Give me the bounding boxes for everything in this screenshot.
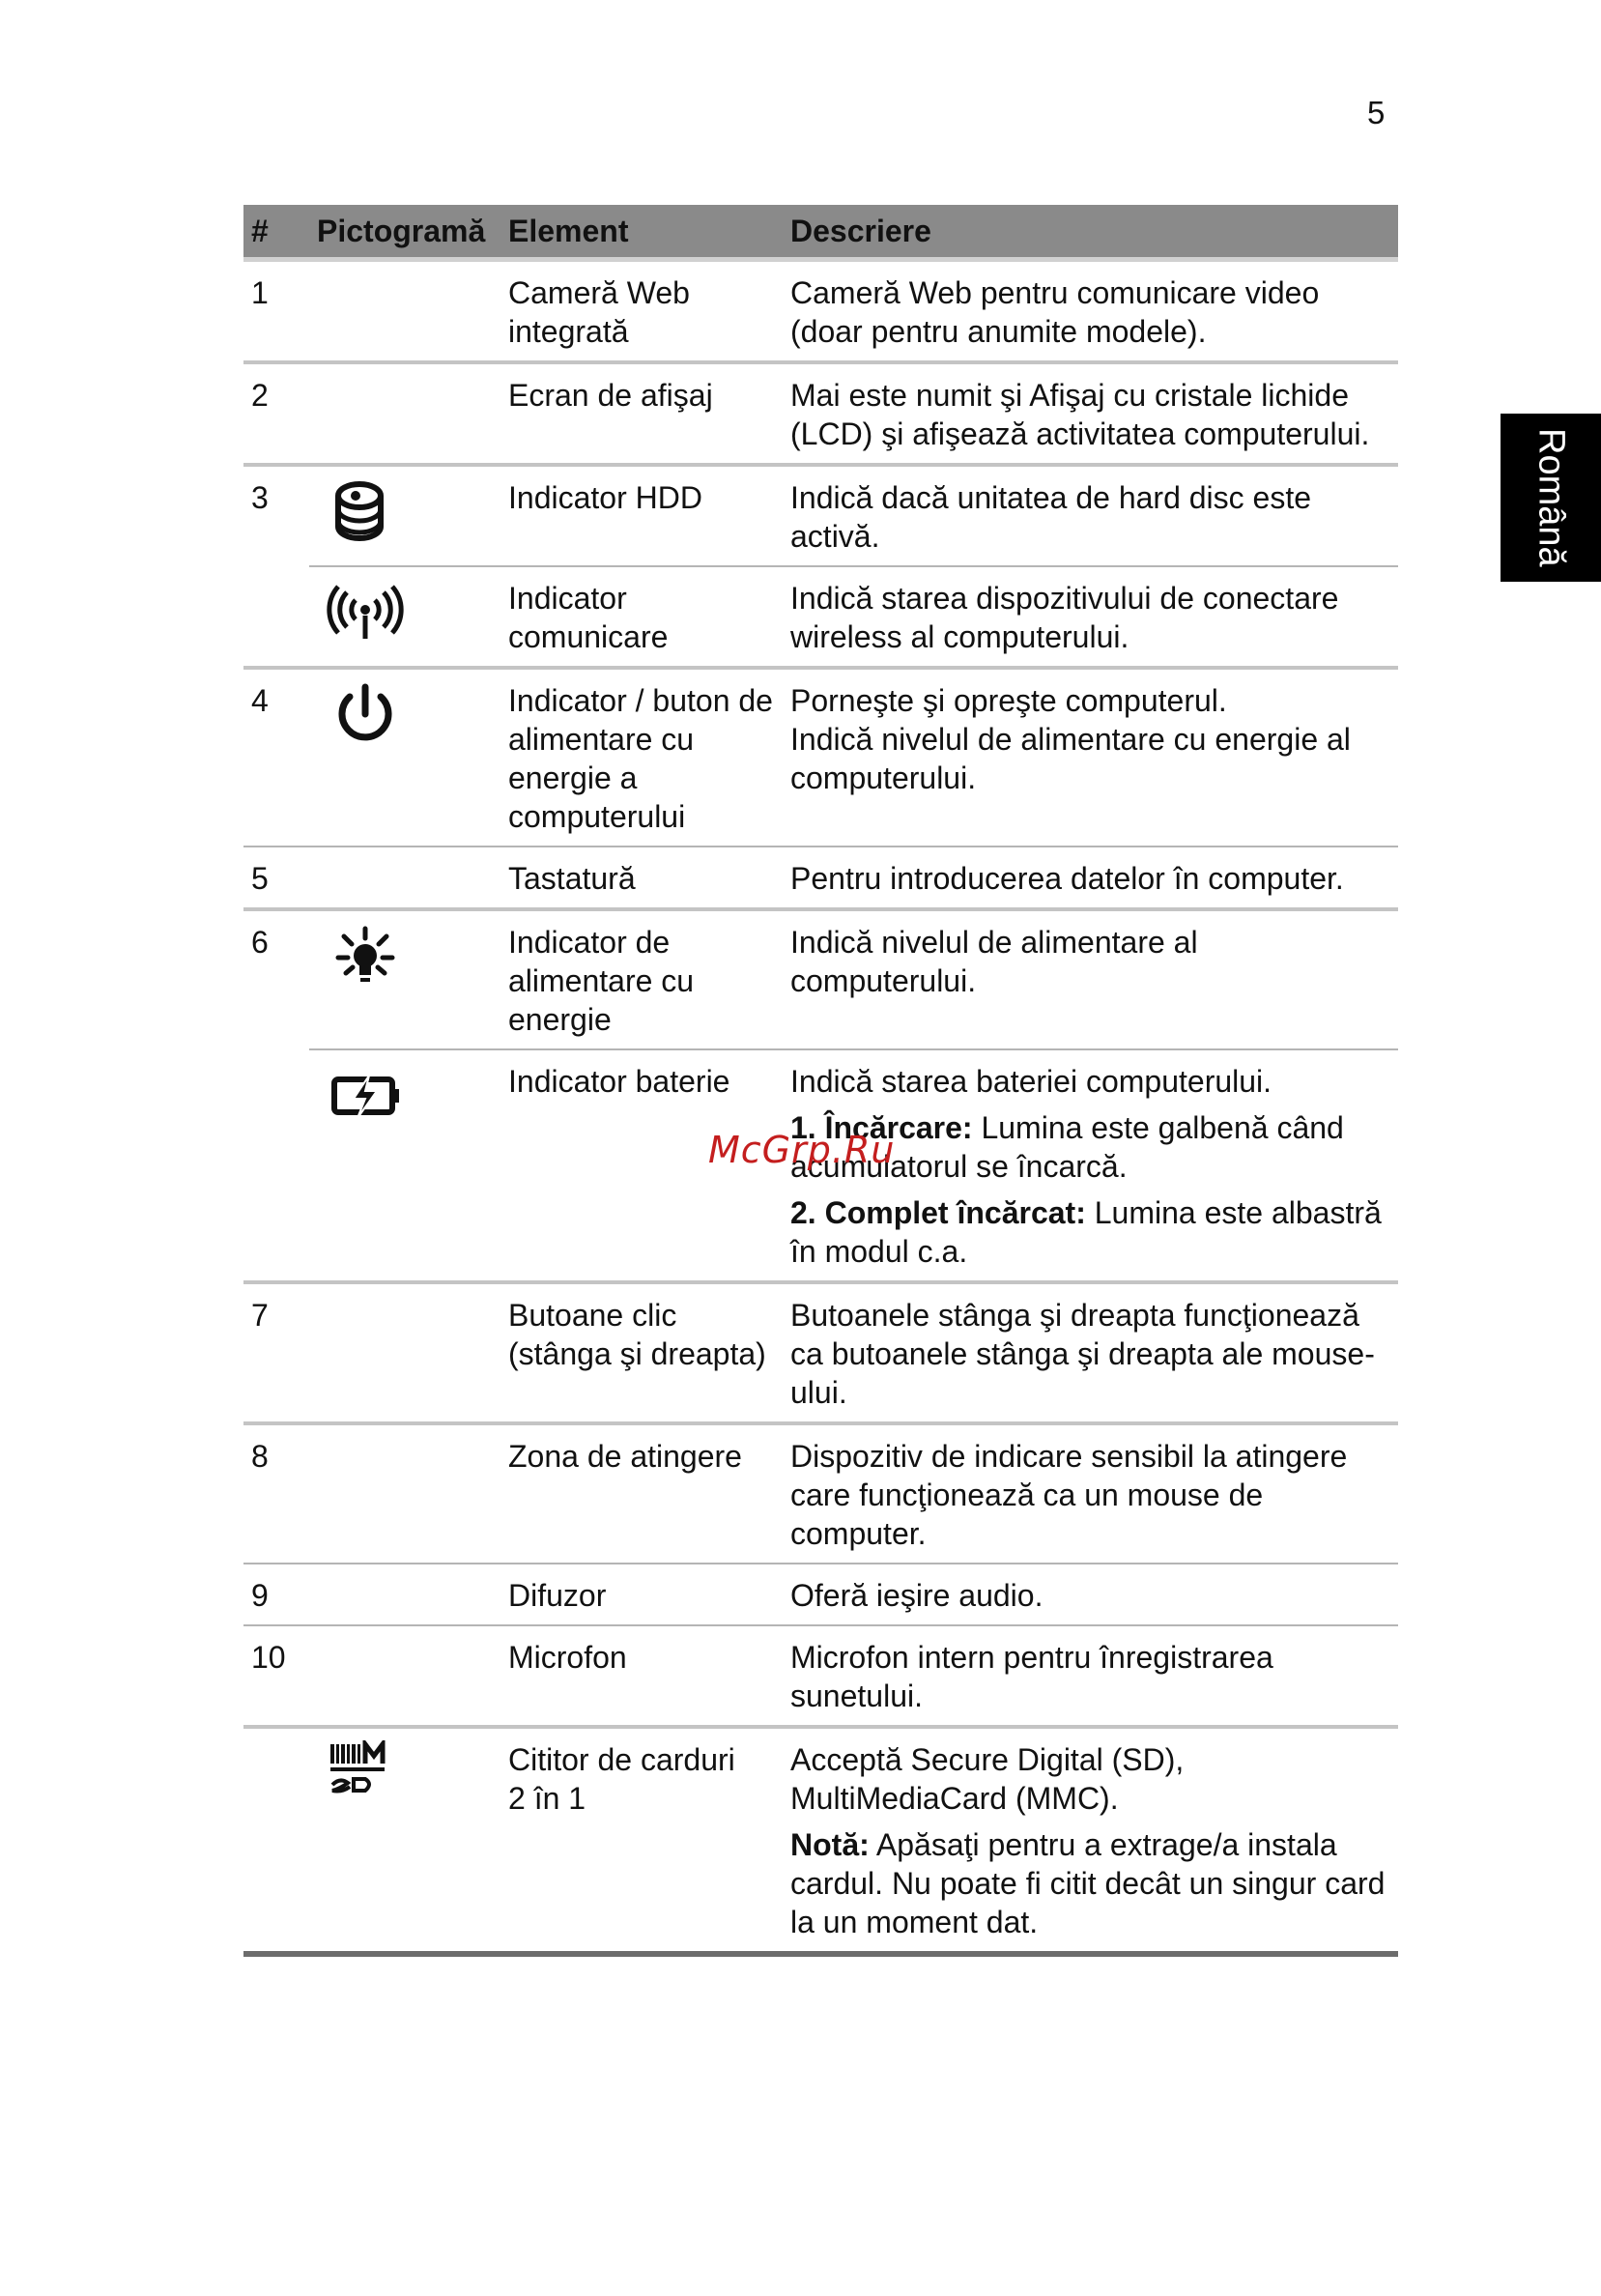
row-description: Butoanele stânga şi dreapta funcţionează ca butoanele stânga şi dreapta ale mouse-ului. [783, 1282, 1398, 1423]
row-description: Indică nivelul de alimentare al computerului. [783, 909, 1398, 1049]
page-number: 5 [1367, 95, 1386, 130]
row-num: 2 [243, 362, 309, 465]
battery-icon [327, 1062, 404, 1130]
status-item-text: Lumina este galbenă când acumulatorul se încarcă. [790, 1110, 1344, 1184]
table-row [243, 909, 1398, 1049]
row-num [243, 566, 309, 668]
row-icon-empty [309, 362, 500, 465]
table-row [243, 847, 1398, 909]
row-element: Difuzor [500, 1564, 783, 1625]
row-element: Indicator comunicare [500, 566, 783, 668]
row-icon-empty [309, 1423, 500, 1564]
row-num: 1 [243, 260, 309, 363]
power-indicator-icon [327, 923, 404, 990]
row-description: Cameră Web pentru comunicare video (doar pentru anumite modele). [783, 260, 1398, 363]
row-icon [309, 668, 500, 847]
header-icon: Pictogramă [309, 205, 500, 260]
row-num: 9 [243, 1564, 309, 1625]
row-icon-empty [309, 847, 500, 909]
row-element: Zona de atingere [500, 1423, 783, 1564]
table-row [243, 1282, 1398, 1423]
table-header [243, 205, 1398, 260]
status-item-label: 1. Încărcare: [790, 1110, 973, 1145]
row-description: Oferă ieşire audio. [783, 1564, 1398, 1625]
note [790, 1825, 1390, 1941]
row-icon [309, 1049, 500, 1282]
row-num [243, 1049, 309, 1282]
row-element: Indicator baterie [500, 1049, 783, 1282]
row-description: Microfon intern pentru înregistrarea sunetului. [783, 1625, 1398, 1727]
row-icon [309, 1727, 500, 1954]
row-description: Indică starea dispozitivului de conectare wireless al computerului. [783, 566, 1398, 668]
card-reader-icon [327, 1740, 404, 1808]
row-num: 4 [243, 668, 309, 847]
header-num: # [243, 205, 309, 260]
description-line: Indică nivelul de alimentare cu energie al computerului. [790, 722, 1351, 795]
row-description: Indică dacă unitatea de hard disc este activă. [783, 465, 1398, 566]
row-element: Indicator / buton de alimentare cu energie a computerului [500, 668, 783, 847]
row-icon [309, 566, 500, 668]
row-num: 5 [243, 847, 309, 909]
table-row [243, 1423, 1398, 1564]
row-element: Indicator de alimentare cu energie [500, 909, 783, 1049]
row-element: Tastatură [500, 847, 783, 909]
table-row [243, 668, 1398, 847]
description-line: Indică starea bateriei computerului. [790, 1064, 1272, 1099]
header-element: Element [500, 205, 783, 260]
row-element: Microfon [500, 1625, 783, 1727]
row-element: Indicator HDD [500, 465, 783, 566]
note-label: Notă: [790, 1827, 870, 1862]
row-element [500, 1727, 783, 1954]
table-row [243, 1625, 1398, 1727]
row-num [243, 1727, 309, 1954]
status-item-text: Lumina este albastră în modul c.a. [790, 1195, 1382, 1269]
row-description: Pentru introducerea datelor în computer. [783, 847, 1398, 909]
header-description: Descriere [783, 205, 1398, 260]
row-num: 10 [243, 1625, 309, 1727]
row-description [783, 668, 1398, 847]
row-element: Butoane clic (stânga şi dreapta) [500, 1282, 783, 1423]
row-num: 6 [251, 925, 269, 960]
row-description: Mai este numit şi Afişaj cu cristale lichide (LCD) şi afişează activitatea computerului. [783, 362, 1398, 465]
watermark: McGrp.Ru [708, 1129, 896, 1171]
row-num: 8 [243, 1423, 309, 1564]
row-icon [309, 909, 500, 1049]
table-row [243, 566, 1398, 668]
row-num: 3 [251, 480, 269, 515]
language-side-tab [1501, 414, 1601, 582]
row-description [783, 1727, 1398, 1954]
hdd-icon [327, 478, 404, 546]
table-row [243, 362, 1398, 465]
row-icon-empty [309, 260, 500, 363]
element-line: Cititor de carduri [508, 1742, 735, 1777]
table-row [243, 465, 1398, 566]
table-row [243, 1727, 1398, 1954]
power-icon [327, 681, 404, 749]
status-item [790, 1193, 1390, 1271]
row-element: Ecran de afişaj [500, 362, 783, 465]
status-item-label: 2. Complet încărcat: [790, 1195, 1086, 1230]
row-description: Dispozitiv de indicare sensibil la atingere care funcţionează ca un mouse de computer. [783, 1423, 1398, 1564]
description-line: Porneşte şi opreşte computerul. [790, 683, 1227, 718]
row-icon [309, 465, 500, 566]
description-line: Acceptă Secure Digital (SD), MultiMediaCard (MMC). [790, 1742, 1185, 1816]
row-icon-empty [309, 1282, 500, 1423]
element-line: 2 în 1 [508, 1781, 586, 1816]
table-row [243, 1564, 1398, 1625]
row-icon-empty [309, 1564, 500, 1625]
row-icon-empty [309, 1625, 500, 1727]
table-row [243, 260, 1398, 363]
row-element: Cameră Web integrată [500, 260, 783, 363]
note-text: Apăsaţi pentru a extrage/a instala cardul. Nu poate fi citit decât un singur card la un moment dat. [790, 1827, 1386, 1939]
language-label: Română [1530, 428, 1572, 567]
row-num: 7 [243, 1282, 309, 1423]
component-table [243, 205, 1398, 1957]
wireless-icon [327, 579, 404, 646]
